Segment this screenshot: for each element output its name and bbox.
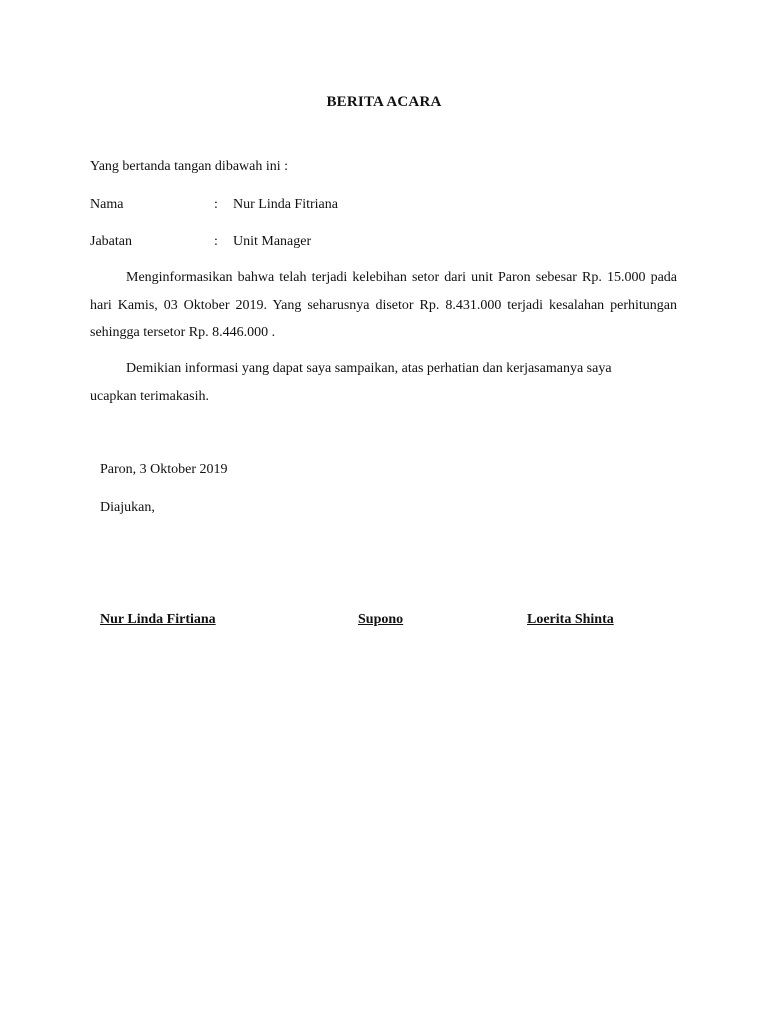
document-title: BERITA ACARA <box>326 94 442 110</box>
field-label: Jabatan <box>90 234 132 249</box>
body-paragraph-1: Menginformasikan bahwa telah terjadi kelebihan setor dari unit Paron sebesar Rp. 15.000 pada hari Kamis, 03 Oktober 2019. Yang seharusnya disetor Rp. 8.431.000 terjadi kesalahan perhitungan sehingga tersetor Rp. 8.446.000 . <box>90 270 677 340</box>
field-value: Nur Linda Fitriana <box>233 197 338 212</box>
field-colon: : <box>214 197 218 212</box>
field-colon: : <box>214 234 218 249</box>
body-paragraph-2: Demikian informasi yang dapat saya sampaikan, atas perhatian dan kerjasamanya saya ucapkan terimakasih. <box>90 361 612 404</box>
place-date: Paron, 3 Oktober 2019 <box>100 462 228 477</box>
signatory-name: Nur Linda Firtiana <box>100 612 216 627</box>
submitted-label: Diajukan, <box>100 500 155 515</box>
signatory-name: Supono <box>358 612 404 627</box>
intro-line: Yang bertanda tangan dibawah ini : <box>90 159 289 174</box>
field-value: Unit Manager <box>233 234 312 249</box>
field-label: Nama <box>90 197 124 212</box>
signatory-name: Loerita Shinta <box>527 612 614 627</box>
